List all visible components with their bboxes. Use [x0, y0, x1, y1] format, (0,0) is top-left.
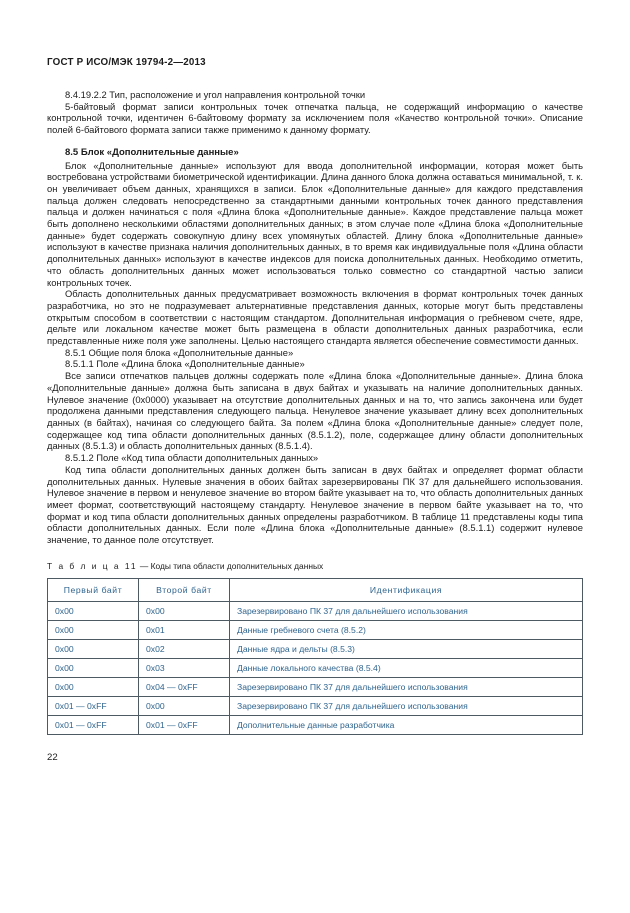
cell-first-byte: 0x01 — 0xFF: [48, 715, 139, 734]
cell-identification: Данные гребневого счета (8.5.2): [230, 620, 583, 639]
cell-first-byte: 0x00: [48, 620, 139, 639]
column-header-second-byte: Второй байт: [139, 578, 230, 601]
table-row: [48, 696, 583, 715]
page-number: 22: [47, 751, 58, 763]
table-row: [48, 601, 583, 620]
section-heading-8-5: 8.5 Блок «Дополнительные данные»: [65, 146, 239, 158]
cell-first-byte: 0x00: [48, 658, 139, 677]
cell-identification: Дополнительные данные разработчика: [230, 715, 583, 734]
cell-second-byte: 0x01: [139, 620, 230, 639]
cell-second-byte: 0x03: [139, 658, 230, 677]
table-11-extended-data-type-codes: [47, 578, 583, 735]
cell-second-byte: 0x02: [139, 639, 230, 658]
cell-identification: Данные локального качества (8.5.4): [230, 658, 583, 677]
cell-identification: Зарезервировано ПК 37 для дальнейшего использования: [230, 601, 583, 620]
table-11-caption: [47, 561, 583, 571]
cell-second-byte: 0x00: [139, 696, 230, 715]
cell-first-byte: 0x00: [48, 639, 139, 658]
table-header-row: [48, 578, 583, 601]
column-header-first-byte: Первый байт: [48, 578, 139, 601]
table-row: [48, 677, 583, 696]
table-caption-label: Т а б л и ц а 11: [47, 560, 138, 571]
cell-identification: Данные ядра и дельты (8.5.3): [230, 639, 583, 658]
paragraph-area-type-code: Код типа области дополнительных данных должен быть записан в двух байтах и определяет формат области дополнительных данных. Нулевые значения в обоих байтах зарезервированы ПК 37 для дальнейшего использования. Нулевое значение в первом и ненулевое значение во втором байте указывает на то, что область дополнительных данных имеет формат, соответствующий настоящему стандарту. Ненулевое значение в первом байте указывает на то, что формат и код типа области дополнительных данных определены разработчиком. В таблице 11 представлены коды типа области дополнительных данных. Если поле «Длина блока «Дополнительные данные» (8.5.1.1) содержит нулевое значение, то данное поле отсутствует.: [47, 463, 583, 546]
column-header-identification: Идентификация: [230, 578, 583, 601]
section-title-8-5-1-2: 8.5.1.2 Поле «Код типа области дополнительных данных»: [65, 452, 319, 464]
paragraph-5-byte-format: 5-байтовый формат записи контрольных точек отпечатка пальца, не содержащий информацию о качестве контрольной точки, идентичен 6-байтовому формату за исключением поля «Качество контрольной точки». Описание полей 6-байтового формата записи также применимо к данному формату.: [47, 100, 583, 136]
cell-first-byte: 0x00: [48, 677, 139, 696]
paragraph-extended-data-area: Область дополнительных данных предусматривает возможность включения в формат контрольных точек данных разработчика, но это не подразумевает альтернативные представления данных, которые могут быть представлены открытым способом в соответствии с настоящим стандартом. Дополнительная информация о гребневом счете, ядре, дельте или локальном качестве может быть размещена в области дополнительных данных разработчика, если представленные ниже поля уже заполнены. Целью настоящего стандарта является обеспечение совместимости данных.: [47, 288, 583, 347]
table-row: [48, 715, 583, 734]
cell-second-byte: 0x01 — 0xFF: [139, 715, 230, 734]
section-title-8-4-19-2-2: 8.4.19.2.2 Тип, расположение и угол направления контрольной точки: [65, 89, 366, 100]
table-caption-text: — Коды типа области дополнительных данных: [137, 560, 324, 571]
table-row: [48, 639, 583, 658]
cell-second-byte: 0x04 — 0xFF: [139, 677, 230, 696]
paragraph-block-length-field: Все записи отпечатков пальцев должны содержать поле «Длина блока «Дополнительные данные». Длина блока «Дополнительные данные» должна быть записана в двух байтах и указывать на наличие дополнительных данных. Нулевое значение (0x0000) указывает на отсутствие дополнительных данных и на то, что запись закончена или будет продолжена данными представления следующего пальца. Ненулевое значение указывает длину всех дополнительных данных (в байтах), начиная со следующего байта. За полем «Длина блока «Дополнительные данные» следует поле, содержащее код типа области дополнительных данных (8.5.1.2), поле, содержащее длину области дополнительных данных (8.5.1.3) и область дополнительных данных (8.5.1.4).: [47, 370, 583, 452]
document-title-header: ГОСТ Р ИСО/МЭК 19794-2—2013: [47, 57, 206, 68]
section-title-8-5-1-1: 8.5.1.1 Поле «Длина блока «Дополнительные данные»: [65, 358, 305, 370]
cell-identification: Зарезервировано ПК 37 для дальнейшего использования: [230, 696, 583, 715]
cell-first-byte: 0x01 — 0xFF: [48, 696, 139, 715]
cell-identification: Зарезервировано ПК 37 для дальнейшего использования: [230, 677, 583, 696]
table-row: [48, 658, 583, 677]
table-row: [48, 620, 583, 639]
cell-first-byte: 0x00: [48, 601, 139, 620]
section-title-8-5-1: 8.5.1 Общие поля блока «Дополнительные данные»: [65, 346, 294, 358]
cell-second-byte: 0x00: [139, 601, 230, 620]
paragraph-extended-data-block: Блок «Дополнительные данные» используют для ввода дополнительной информации, которая может быть востребована устройствами биометрической идентификации. Длина данного блока должна оставаться минимальной, т. к. он увеличивает объем данных, хранящихся в записи. Блок «Дополнительные данные» для каждого представления пальца должен следовать непосредственно за стандартными данными контрольных точек данного представления пальца и должен начинаться с поля «Длина блока «Дополнительные данные». Каждое представление пальца может быть дополнено несколькими областями дополнительных данных; в этом случае поле «Длина блока «Дополнительные данные» будет содержать совокупную длину всех упомянутых областей. Длину блока «Дополнительные данные» используют в качестве признака наличия дополнительных данных, в то время как индивидуальные поля «Длина области дополнительных данных» используют в качестве индексов для поиска дополнительных данных. Необходимо отметить, что область дополнительных данных может использоваться только совместно со стандартной частью записи контрольных точек.: [47, 159, 583, 288]
